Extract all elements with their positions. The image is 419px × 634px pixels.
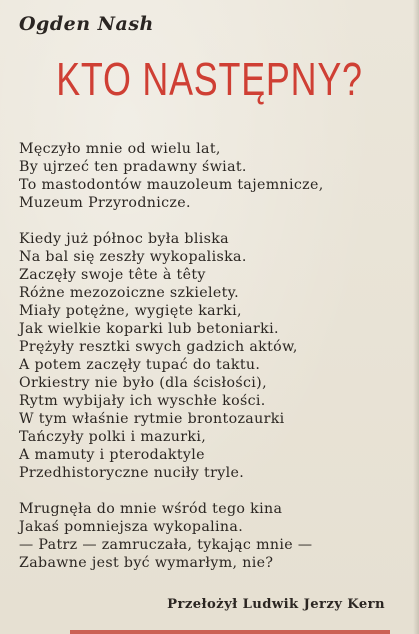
poem-line: A potem zaczęły tupać do taktu. [19,357,261,373]
poem-line: Rytm wybijały ich wyschłe kości. [19,393,266,409]
poem-line: Na bal się zeszły wykopaliska. [19,249,247,265]
poem-line: Jak wielkie koparki lub betoniarki. [19,321,279,337]
poem-line: Zaczęły swoje tête à têty [19,267,206,283]
poem-line: Kiedy już północ była bliska [19,231,229,247]
poem-line: W tym właśnie rytmie brontozaurki [19,411,285,427]
poem-line: Mrugnęła do mnie wśród tego kina [19,501,283,517]
poem-line: Tańczyły polki i mazurki, [19,429,207,445]
author-name: Ogden Nash [19,13,154,35]
stanza-1 [19,140,411,212]
page-edge-shadow [413,0,419,634]
poem-line: Jakaś pomniejsza wykopalina. [19,519,244,535]
poem-body [19,140,411,572]
poem-line: Prężyły resztki swych gadzich aktów, [19,339,298,355]
poem-line: Przedhistoryczne nuciły tryle. [19,465,245,481]
poem-line: Różne mezozoiczne szkielety. [19,285,239,301]
bottom-red-rule [70,630,390,634]
stanza-2 [19,230,411,482]
poem-line: — Patrz — zamruczała, tykając mnie — [19,537,313,553]
poem-line: Orkiestry nie było (dla ścisłości), [19,375,267,391]
poem-line: Muzeum Przyrodnicze. [19,195,191,211]
poem-line: Zabawne jest być wymarłym, nie? [19,555,274,571]
stanza-3 [19,500,411,572]
poem-line: To mastodontów mauzoleum tajemnicze, [19,177,324,193]
poem-line: Miały potężne, wygięte karki, [19,303,242,319]
poem-title: KTO NASTĘPNY? [56,53,363,105]
poem-line: A mamuty i pterodaktyle [19,447,205,463]
poem-line: Męczyło mnie od wielu lat, [19,141,221,157]
poem-line: By ujrzeć ten pradawny świat. [19,159,247,175]
translator-credit: Przełożył Ludwik Jerzy Kern [167,597,385,612]
